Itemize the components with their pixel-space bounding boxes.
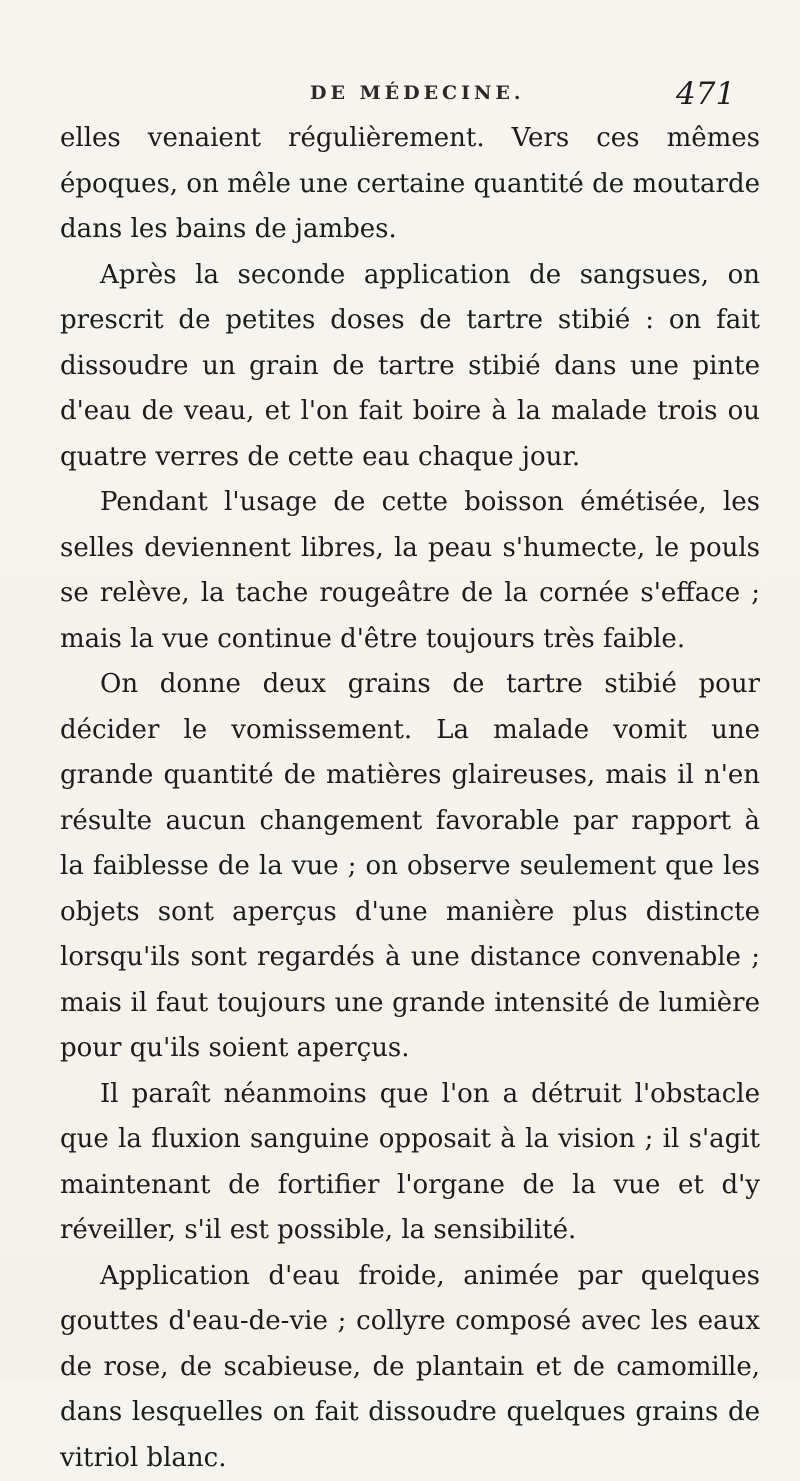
running-title: DE MÉDECINE. (310, 82, 525, 104)
running-head (0, 72, 800, 112)
paragraph-5: Il paraît néanmoins que l'on a détruit l'obstacle que la fluxion sanguine opposait à la vision ; il s'agit maintenant de fortifier l'organe de la vue et d'y réveiller, s'il est possible, la sensibilité. (60, 1072, 760, 1254)
paragraph-6: Application d'eau froide, animée par quelques gouttes d'eau-de-vie ; collyre composé avec les eaux de rose, de scabieuse, de plantain et de camomille, dans lesquelles on fait dissoudre quelques grains de vitriol blanc. (60, 1254, 760, 1481)
paragraph-4: On donne deux grains de tartre stibié pour décider le vomissement. La malade vomit une grande quantité de matières glaireuses, mais il n'en résulte aucun changement favorable par rapport à la faiblesse de la vue ; on observe seulement que les objets sont aperçus d'une manière plus distincte lorsqu'ils sont regardés à une distance convenable ; mais il faut toujours une grande intensité de lumière pour qu'ils soient aperçus. (60, 662, 760, 1072)
paragraph-1: elles venaient régulièrement. Vers ces mêmes époques, on mêle une certaine quantité de moutarde dans les bains de jambes. (60, 116, 760, 253)
page-number: 471 (676, 76, 735, 112)
body-text (60, 116, 760, 1481)
paragraph-3: Pendant l'usage de cette boisson émétisée, les selles deviennent libres, la peau s'humecte, le pouls se relève, la tache rougeâtre de la cornée s'efface ; mais la vue continue d'être toujours très faible. (60, 480, 760, 662)
paragraph-2: Après la seconde application de sangsues, on prescrit de petites doses de tartre stibié : on fait dissoudre un grain de tartre stibié dans une pinte d'eau de veau, et l'on fait boire à la malade trois ou quatre verres de cette eau chaque jour. (60, 253, 760, 481)
